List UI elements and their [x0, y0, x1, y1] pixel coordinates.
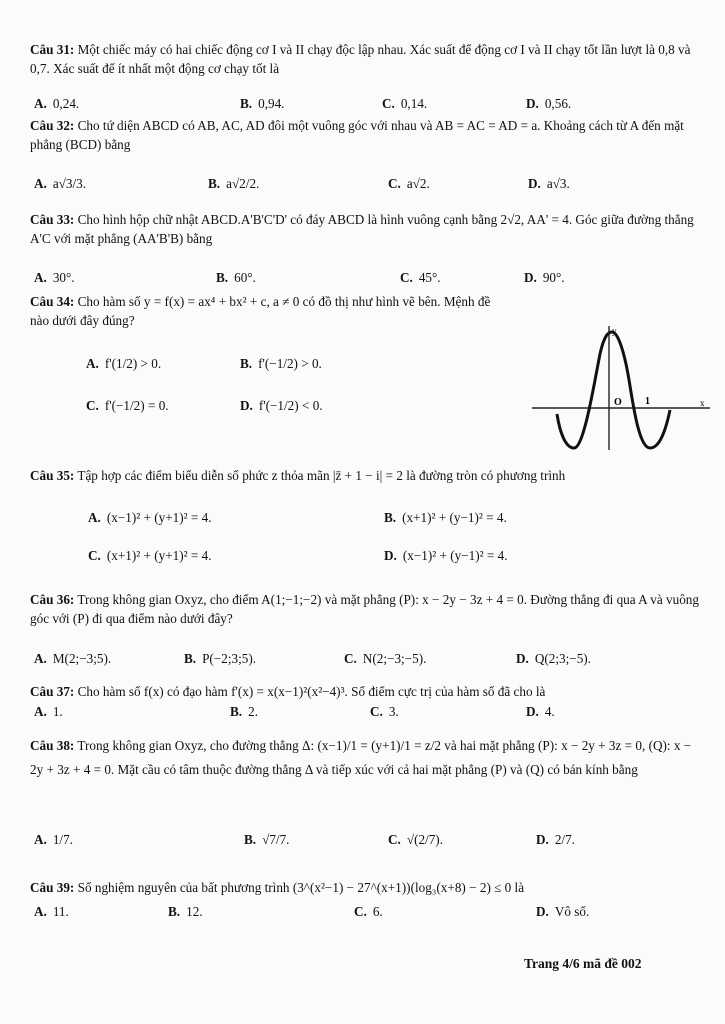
option-key: B.: [184, 651, 197, 666]
page-footer: Trang 4/6 mã đề 002: [524, 956, 642, 971]
question-label: Câu 31:: [30, 42, 75, 57]
question-label: Câu 32:: [30, 118, 75, 133]
option-a: 30°.: [52, 270, 75, 285]
option-key: B.: [240, 356, 253, 371]
x-axis-label: x: [700, 398, 705, 408]
option-d: (x−1)² + (y−1)² = 4.: [402, 548, 508, 563]
option-a: 0,24.: [52, 96, 80, 111]
options-39: [30, 904, 707, 926]
option-d: f'(−1/2) < 0.: [258, 398, 323, 413]
options-37: [30, 704, 707, 726]
option-key: C.: [382, 96, 395, 111]
option-key: A.: [34, 704, 47, 719]
options-34-row2: [30, 398, 505, 420]
question-37: [30, 682, 707, 701]
options-31: [30, 96, 707, 118]
option-a: 11.: [52, 904, 69, 919]
option-key: D.: [536, 832, 549, 847]
option-c: √(2/7).: [406, 832, 443, 847]
question-text: Cho hình hộp chữ nhật ABCD.A'B'C'D' có đáy ABCD là hình vuông cạnh bằng 2√2, AA' = 4. Góc giữa đường thẳng A'C với mặt phẳng (AA'B'B) bằng: [30, 212, 694, 246]
option-key: D.: [516, 651, 529, 666]
question-text: Cho tứ diện ABCD có AB, AC, AD đôi một vuông góc với nhau và AB = AC = AD = a. Khoảng cách từ A đến mặt phẳng (BCD) bằng: [30, 118, 684, 152]
question-36: [30, 590, 707, 628]
quartic-curve: [557, 332, 670, 448]
option-c: 6.: [372, 904, 383, 919]
option-key: B.: [168, 904, 181, 919]
question-38: [30, 734, 707, 782]
option-b: √7/7.: [262, 832, 290, 847]
option-c: 3.: [388, 704, 399, 719]
option-key: D.: [536, 904, 549, 919]
question-text: Cho hàm số y = f(x) = ax⁴ + bx² + c, a ≠ 0 có đồ thị như hình vẽ bên. Mệnh đề nào dưới đây đúng?: [30, 294, 491, 328]
options-33: [30, 270, 707, 292]
option-a: a√3/3.: [52, 176, 87, 191]
option-d: Vô số.: [554, 904, 590, 919]
option-c: (x+1)² + (y+1)² = 4.: [106, 548, 212, 563]
option-key: D.: [528, 176, 541, 191]
option-key: B.: [208, 176, 221, 191]
option-b: (x+1)² + (y−1)² = 4.: [402, 510, 507, 525]
option-key: D.: [384, 548, 397, 563]
option-key: A.: [34, 651, 47, 666]
option-key: D.: [524, 270, 537, 285]
question-label: Câu 38:: [30, 738, 75, 753]
option-c: N(2;−3;−5).: [362, 651, 427, 666]
option-d: 4.: [544, 704, 555, 719]
option-c: 0,14.: [400, 96, 428, 111]
options-38: [30, 832, 707, 854]
options-35-row2: [30, 548, 707, 570]
option-key: C.: [400, 270, 413, 285]
options-34-row1: [30, 356, 505, 378]
question-label: Câu 36:: [30, 592, 75, 607]
question-34: [30, 292, 505, 330]
question-text: Cho hàm số f(x) có đạo hàm f'(x) = x(x−1)²(x²−4)³. Số điểm cực trị của hàm số đã cho là: [77, 684, 546, 699]
option-key: C.: [344, 651, 357, 666]
option-key: C.: [388, 176, 401, 191]
option-key: A.: [34, 176, 47, 191]
option-key: A.: [34, 96, 47, 111]
option-key: A.: [86, 356, 99, 371]
option-a: f'(1/2) > 0.: [104, 356, 162, 371]
option-key: C.: [86, 398, 99, 413]
option-b: P(−2;3;5).: [202, 651, 257, 666]
option-d: 0,56.: [544, 96, 572, 111]
option-key: B.: [244, 832, 257, 847]
option-key: A.: [34, 270, 47, 285]
question-label: Câu 33:: [30, 212, 75, 227]
option-key: A.: [88, 510, 101, 525]
question-text: Trong không gian Oxyz, cho điểm A(1;−1;−2) và mặt phẳng (P): x − 2y − 3z + 4 = 0. Đường thẳng đi qua A và vuông góc với (P) đi qua điểm nào dưới đây?: [30, 592, 699, 626]
question-text: Trong không gian Oxyz, cho đường thẳng Δ: (x−1)/1 = (y+1)/1 = z/2 và hai mặt phẳng (P): x − 2y + 3z = 0, (Q): x − 2y + 3z + 4 = 0. Mặt cầu có tâm thuộc đường thẳng Δ và tiếp xúc với cả hai mặt phẳng (P) và (Q) có bán kính bằng: [30, 738, 692, 777]
option-b: 12.: [186, 904, 203, 919]
option-a: 1/7.: [52, 832, 73, 847]
option-b: 0,94.: [258, 96, 285, 111]
option-key: B.: [230, 704, 243, 719]
option-d: Q(2;3;−5).: [534, 651, 591, 666]
option-b: a√2/2.: [226, 176, 260, 191]
question-label: Câu 37:: [30, 684, 75, 699]
option-key: C.: [370, 704, 383, 719]
question-32: [30, 116, 707, 154]
option-c: f'(−1/2) = 0.: [104, 398, 169, 413]
origin-label: O: [614, 397, 622, 408]
option-d: 90°.: [542, 270, 565, 285]
question-text: Một chiếc máy có hai chiếc động cơ I và II chạy độc lập nhau. Xác suất để động cơ I và II chạy tốt lần lượt là 0,8 và 0,7. Xác suất để ít nhất một động cơ chạy tốt là: [30, 42, 691, 76]
question-31: [30, 40, 707, 78]
option-b: 2.: [248, 704, 258, 719]
option-key: B.: [384, 510, 397, 525]
options-32: [30, 176, 707, 198]
option-key: A.: [34, 832, 47, 847]
option-a: M(2;−3;5).: [52, 651, 112, 666]
question-text: Tập hợp các điểm biểu diễn số phức z thỏa mãn |z̄ + 1 − i| = 2 là đường tròn có phương trình: [77, 468, 566, 483]
options-35-row1: [30, 510, 707, 532]
tick-label-1: 1: [645, 396, 650, 407]
option-key: C.: [354, 904, 367, 919]
option-key: B.: [216, 270, 229, 285]
option-key: D.: [526, 96, 539, 111]
option-a: (x−1)² + (y+1)² = 4.: [106, 510, 212, 525]
question-label: Câu 34:: [30, 294, 75, 309]
question-35: [30, 466, 707, 485]
option-d: 2/7.: [554, 832, 575, 847]
option-key: C.: [388, 832, 401, 847]
option-c: 45°.: [418, 270, 441, 285]
function-graph: [532, 324, 712, 454]
option-key: C.: [88, 548, 101, 563]
option-b: 60°.: [234, 270, 256, 285]
option-a: 1.: [52, 704, 63, 719]
option-key: D.: [526, 704, 539, 719]
option-d: a√3.: [546, 176, 570, 191]
y-axis-label: y: [612, 326, 617, 336]
question-text: Số nghiệm nguyên của bất phương trình (3^(x²−1) − 27^(x+1))(log₃(x+8) − 2) ≤ 0 là: [77, 880, 525, 895]
option-key: B.: [240, 96, 253, 111]
option-key: D.: [240, 398, 253, 413]
question-33: [30, 210, 707, 248]
question-label: Câu 39:: [30, 880, 75, 895]
option-b: f'(−1/2) > 0.: [258, 356, 322, 371]
option-key: A.: [34, 904, 47, 919]
options-36: [30, 651, 707, 673]
question-label: Câu 35:: [30, 468, 75, 483]
option-c: a√2.: [406, 176, 430, 191]
question-39: [30, 878, 707, 897]
